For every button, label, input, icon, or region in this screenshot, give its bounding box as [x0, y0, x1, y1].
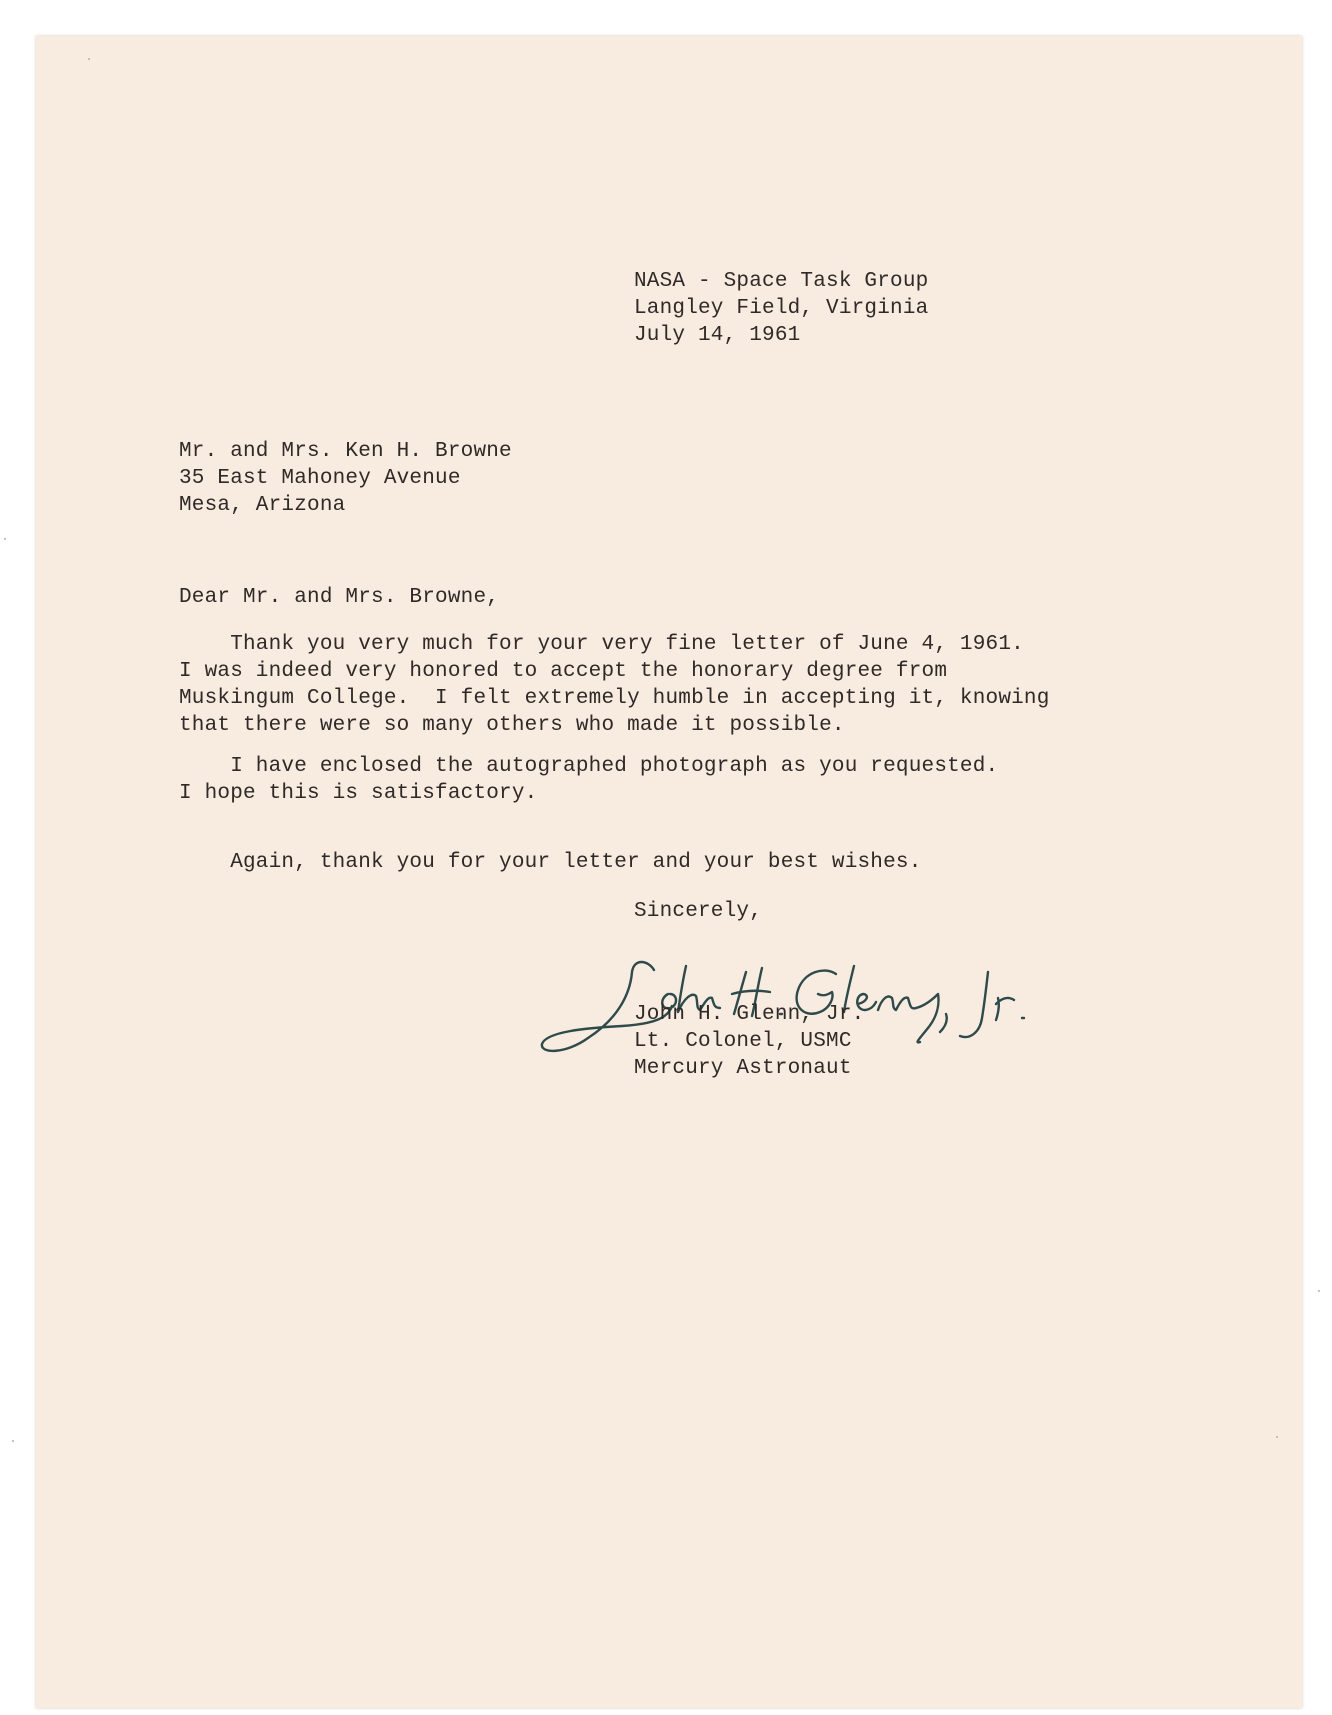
- paragraph-line: I have enclosed the autographed photograph as you requested.: [179, 755, 999, 778]
- paragraph-line: Again, thank you for your letter and your best wishes.: [179, 851, 922, 874]
- paper-speck: [88, 58, 90, 60]
- salutation: Dear Mr. and Mrs. Browne,: [179, 586, 500, 609]
- body-paragraph-1: [179, 631, 1050, 739]
- scan-speck: [1318, 1290, 1320, 1292]
- recipient-street: 35 East Mahoney Avenue: [179, 467, 461, 490]
- paragraph-line: I hope this is satisfactory.: [179, 782, 538, 805]
- letter-paper: [36, 36, 1302, 1708]
- body-paragraph-2: [179, 753, 998, 807]
- heading-organization: NASA - Space Task Group: [634, 270, 929, 293]
- signatory-rank: Lt. Colonel, USMC: [634, 1030, 852, 1053]
- signature-block: [634, 1001, 864, 1082]
- closing: Sincerely,: [634, 900, 763, 923]
- recipient-address: [179, 438, 512, 519]
- scan-speck: [4, 538, 6, 540]
- paragraph-line: I was indeed very honored to accept the honorary degree from: [179, 660, 948, 683]
- heading-location: Langley Field, Virginia: [634, 297, 929, 320]
- paragraph-line: Muskingum College. I felt extremely humble in accepting it, knowing: [179, 687, 1050, 710]
- paragraph-line: Thank you very much for your very fine letter of June 4, 1961.: [179, 633, 1024, 656]
- recipient-name: Mr. and Mrs. Ken H. Browne: [179, 440, 512, 463]
- letter-heading: [634, 268, 928, 349]
- paper-speck: [1276, 1436, 1278, 1438]
- scan-speck: [12, 1440, 14, 1442]
- signatory-name: John H. Glenn, Jr.: [634, 1003, 865, 1026]
- recipient-city: Mesa, Arizona: [179, 494, 346, 517]
- body-paragraph-3: [179, 849, 922, 876]
- paragraph-line: that there were so many others who made it possible.: [179, 714, 845, 737]
- letter-date: July 14, 1961: [634, 324, 801, 347]
- signatory-title: Mercury Astronaut: [634, 1057, 852, 1080]
